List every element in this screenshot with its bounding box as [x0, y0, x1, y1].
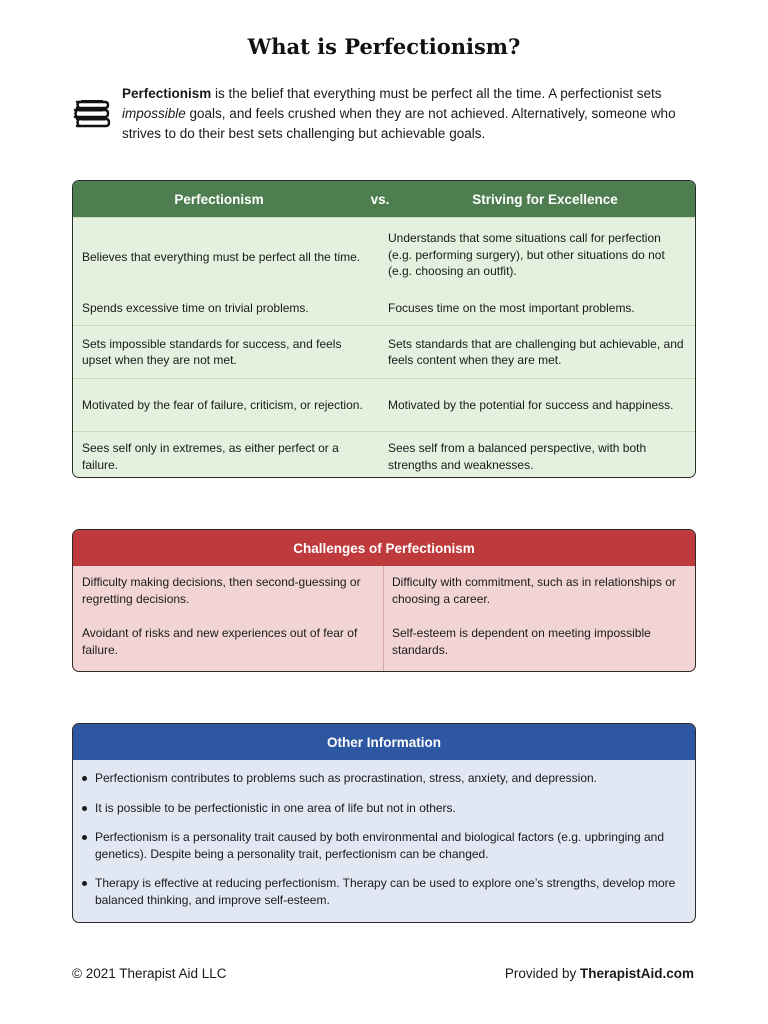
- list-item-text: It is possible to be perfectionistic in one area of life but not in others.: [95, 800, 456, 815]
- comparison-header: [73, 181, 695, 217]
- header-striving: Striving for Excellence: [472, 191, 618, 207]
- list-item-text: Therapy is effective at reducing perfectionism. Therapy can be used to explore one’s strengths, develop more balanced thinking, and improve self-esteem.: [95, 876, 676, 907]
- challenges-grid: [73, 566, 695, 671]
- list-item-text: Perfectionism is a personality trait caused by both environmental and biological factors (e.g. upbringing and genetics). Despite being a personality trait, perfectionism can be changed.: [95, 830, 664, 861]
- comparison-right-cell: Sets standards that are challenging but achievable, and feels content when they are met.: [388, 336, 684, 367]
- challenge-item: Avoidant of risks and new experiences out of fear of failure.: [82, 626, 358, 657]
- copyright: © 2021 Therapist Aid LLC: [72, 966, 227, 981]
- bullet-icon: [82, 806, 87, 811]
- header-perfectionism: Perfectionism: [174, 191, 264, 207]
- comparison-row: [73, 217, 695, 292]
- intro-text-part2: goals, and feels crushed when they are not achieved. Alternatively, someone who strives to do their best sets challenging but achievable goals.: [122, 106, 676, 141]
- bullet-icon: [82, 776, 87, 781]
- challenge-item: Difficulty with commitment, such as in relationships or choosing a career.: [392, 575, 676, 606]
- provided-by: [505, 966, 694, 981]
- intro-paragraph: [122, 84, 696, 144]
- comparison-left-cell: Sets impossible standards for success, and feels upset when they are not met.: [82, 336, 342, 367]
- comparison-right-cell: Focuses time on the most important problems.: [388, 301, 635, 316]
- intro-emphasis: impossible: [122, 106, 186, 121]
- comparison-row: [73, 325, 695, 378]
- other-information-list: [73, 760, 695, 908]
- list-item: [95, 875, 681, 908]
- comparison-right-cell: Sees self from a balanced perspective, with both strengths and weaknesses.: [388, 441, 647, 472]
- challenges-header: Challenges of Perfectionism: [73, 530, 695, 566]
- provided-by-prefix: Provided by: [504, 966, 580, 981]
- comparison-right-cell: Motivated by the potential for success and happiness.: [388, 397, 674, 412]
- other-information-box: [72, 723, 696, 923]
- header-vs: vs.: [370, 191, 390, 207]
- books-icon: [72, 96, 112, 130]
- list-item: [95, 800, 681, 817]
- challenge-item: Self-esteem is dependent on meeting impossible standards.: [392, 626, 651, 657]
- challenges-left-column: [73, 566, 383, 671]
- page-title: What is Perfectionism?: [247, 34, 521, 59]
- bullet-icon: [82, 835, 87, 840]
- comparison-row: [73, 431, 695, 478]
- list-item: [95, 770, 681, 787]
- comparison-left-cell: Spends excessive time on trivial problems.: [82, 301, 309, 316]
- other-information-header: Other Information: [73, 724, 695, 760]
- list-item: [95, 829, 681, 862]
- comparison-left-cell: Believes that everything must be perfect all the time.: [82, 249, 361, 264]
- intro-text-part1: is the belief that everything must be perfect all the time. A perfectionist sets: [211, 86, 662, 101]
- comparison-table: [72, 180, 696, 478]
- comparison-left-cell: Sees self only in extremes, as either perfect or a failure.: [82, 441, 339, 472]
- challenges-box: [72, 529, 696, 672]
- comparison-left-cell: Motivated by the fear of failure, criticism, or rejection.: [82, 397, 363, 412]
- comparison-right-cell: Understands that some situations call for perfection (e.g. performing surgery), but other situations do not (e.g. choosing an outfit).: [388, 231, 665, 279]
- comparison-row: [73, 378, 695, 431]
- challenge-item: Difficulty making decisions, then second-guessing or regretting decisions.: [82, 575, 361, 606]
- comparison-row: [73, 292, 695, 325]
- list-item-text: Perfectionism contributes to problems such as procrastination, stress, anxiety, and depression.: [95, 771, 598, 785]
- challenges-right-column: [383, 566, 695, 671]
- intro-term: Perfectionism: [122, 86, 212, 101]
- bullet-icon: [82, 881, 87, 886]
- brand-link[interactable]: TherapistAid.com: [579, 966, 694, 981]
